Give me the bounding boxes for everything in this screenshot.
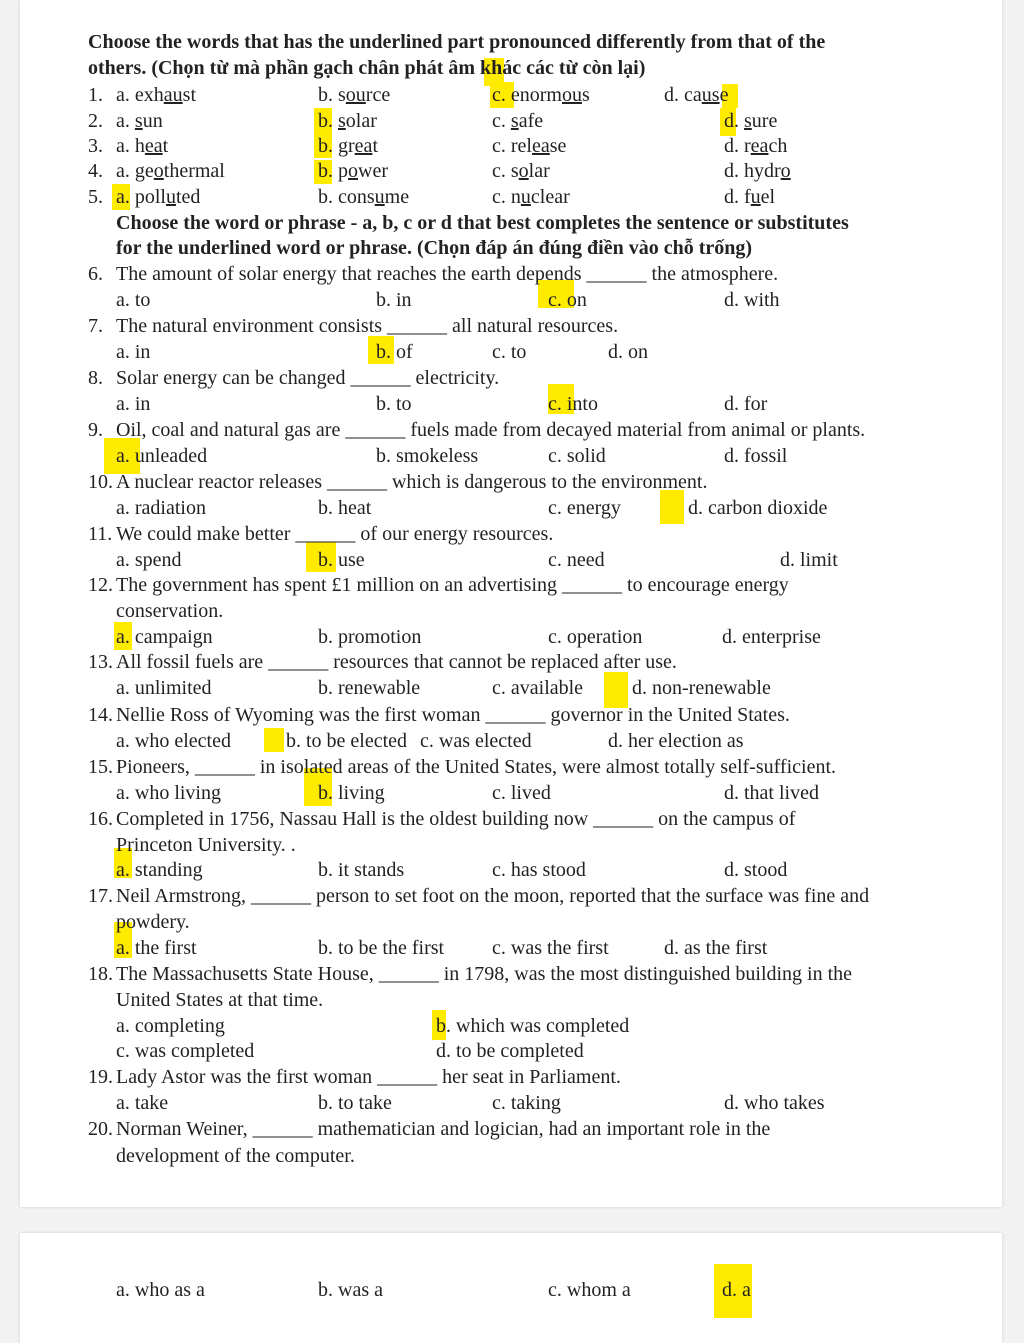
word-part: ch	[768, 135, 788, 157]
option-b: b. to be elected	[286, 730, 408, 752]
option-c: c. has stood	[492, 859, 586, 881]
underlined-part: s	[744, 110, 752, 132]
option-b	[318, 109, 377, 133]
word-part: b. s	[318, 84, 346, 106]
option-a	[116, 134, 168, 158]
option-d	[724, 159, 791, 183]
question-text: Norman Weiner, ______ mathematician and logician, had an important role in the	[116, 1118, 771, 1140]
option-b: b. renewable	[318, 677, 421, 699]
word-part: a. exh	[116, 84, 164, 106]
word-part: olar	[345, 110, 377, 132]
option-a: a. in	[116, 393, 151, 415]
question-number: 17.	[88, 885, 113, 907]
option-c: c. available	[492, 677, 584, 699]
option-c	[492, 185, 570, 209]
section-1-heading: Choose the words that has the underlined part pronounced differently from that of the	[88, 31, 826, 53]
word-part: c. s	[492, 160, 519, 182]
option-c: c. whom a	[548, 1279, 631, 1301]
question-text: The natural environment consists ______ all natural resources.	[116, 315, 619, 337]
option-b: b. of	[376, 341, 413, 363]
option-c: c. need	[548, 549, 605, 571]
question-text: Neil Armstrong, ______ person to set foot on the moon, reported that the surface was fine and	[116, 885, 870, 907]
option-c: c. to	[492, 341, 527, 363]
underlined-part: ou	[345, 84, 366, 106]
word-part: afe	[518, 110, 544, 132]
word-part: t	[372, 135, 378, 157]
word-part: se	[549, 135, 567, 157]
question-number: 15.	[88, 756, 113, 778]
section-2-heading: for the underlined word or phrase. (Chọn đáp án đúng điền vào chỗ trống)	[116, 237, 753, 259]
question-text: The Massachusetts State House, ______ in 1798, was the most distinguished building in the	[116, 963, 853, 985]
underlined-part: u	[166, 186, 176, 208]
question-text: We could make better ______ of our energy resources.	[116, 523, 554, 545]
section-1-heading: others. (Chọn từ mà phần gạch chân phát âm khác các từ còn lại)	[88, 57, 646, 79]
question-number: 10.	[88, 471, 113, 493]
option-a	[116, 109, 163, 133]
option-b: b. heat	[318, 497, 372, 519]
word-part: e	[719, 84, 729, 106]
word-part: ure	[751, 110, 778, 132]
option-b: b. it stands	[318, 859, 405, 881]
option-d: d. carbon dioxide	[688, 497, 828, 519]
option-c: c. operation	[548, 626, 643, 648]
option-c	[492, 83, 590, 107]
option-d: d. that lived	[724, 782, 819, 804]
option-d	[724, 185, 775, 209]
underlined-part: ea	[354, 135, 373, 157]
underlined-part: s	[338, 110, 346, 132]
word-part: b.	[318, 110, 338, 132]
underlined-part: u	[374, 186, 385, 208]
question-number: 19.	[88, 1066, 113, 1088]
question-text-continued: conservation.	[116, 600, 224, 622]
option-c: c. solid	[548, 445, 606, 467]
option-c	[492, 159, 550, 183]
word-part: a. ge	[116, 160, 154, 182]
option-b: b. to be the first	[318, 937, 445, 959]
question-text: Solar energy can be changed ______ electricity.	[116, 367, 500, 389]
option-a: a. who elected	[116, 730, 231, 752]
word-part: d. r	[724, 135, 751, 157]
word-part: c. n	[492, 186, 521, 208]
option-a: a. spend	[116, 549, 182, 571]
word-part: t	[162, 135, 169, 157]
option-b: b. living	[318, 782, 385, 804]
option-b: b. smokeless	[376, 445, 479, 467]
option-a: a. the first	[116, 937, 197, 959]
question-text: The government has spent £1 million on an advertising ______ to encourage energy	[116, 574, 789, 596]
option-d	[724, 134, 787, 158]
question-text-continued: powdery.	[116, 911, 190, 933]
option-b: b. which was completed	[436, 1015, 630, 1037]
word-part: me	[384, 186, 410, 208]
option-c: c. lived	[492, 782, 551, 804]
word-part: thermal	[163, 160, 225, 182]
word-part: c.	[492, 110, 511, 132]
question-number: 20.	[88, 1118, 113, 1140]
underlined-part: o	[348, 160, 358, 182]
option-d: d. on	[608, 341, 648, 363]
word-part: lar	[528, 160, 550, 182]
option-b: b. to take	[318, 1092, 392, 1114]
question-number: 13.	[88, 651, 113, 673]
option-c: c. energy	[548, 497, 621, 519]
option-c: c. taking	[492, 1092, 561, 1114]
word-part: wer	[358, 160, 388, 182]
option-a: c. was completed	[116, 1040, 255, 1062]
question-number: 11.	[88, 523, 113, 545]
option-c: c. was elected	[420, 730, 532, 752]
option-d: d. stood	[724, 859, 788, 881]
word-part: s	[581, 84, 590, 106]
document-page-1	[20, 0, 1002, 1207]
option-b	[318, 83, 390, 107]
option-b: b. in	[376, 289, 412, 311]
option-d: d. who takes	[724, 1092, 825, 1114]
underlined-part: u	[520, 186, 531, 208]
option-a: a. take	[116, 1092, 169, 1114]
option-a: a. unleaded	[116, 445, 208, 467]
question-number: 8.	[88, 367, 103, 389]
question-number: 4.	[88, 160, 103, 182]
question-number: 2.	[88, 110, 103, 132]
option-b: b. promotion	[318, 626, 422, 648]
underlined-part: u	[750, 186, 761, 208]
option-b: b. use	[318, 549, 365, 571]
word-part: un	[142, 110, 163, 132]
option-a: a. to	[116, 289, 151, 311]
question-text: The amount of solar energy that reaches the earth depends ______ the atmosphere.	[116, 263, 779, 285]
question-text-continued: development of the computer.	[116, 1145, 355, 1167]
option-d	[664, 83, 728, 107]
underlined-part: o	[518, 160, 529, 182]
option-b	[318, 185, 409, 209]
option-b: d. to be completed	[436, 1040, 584, 1062]
underlined-part: ea	[144, 135, 163, 157]
question-number: 9.	[88, 419, 103, 441]
option-c: c. was the first	[492, 937, 609, 959]
question-number: 5.	[88, 186, 103, 208]
option-a: a. unlimited	[116, 677, 212, 699]
underlined-part: ou	[561, 84, 582, 106]
question-text: Lady Astor was the first woman ______ her seat in Parliament.	[116, 1066, 621, 1088]
underlined-part: o	[153, 160, 164, 182]
option-d: d. non-renewable	[632, 677, 771, 699]
option-a: a. campaign	[116, 626, 213, 648]
option-a: a. completing	[116, 1015, 225, 1037]
option-a: a. who as a	[116, 1279, 205, 1301]
section-2-heading: Choose the word or phrase - a, b, c or d that best completes the sentence or substitutes	[116, 212, 849, 234]
word-part: ted	[176, 186, 201, 208]
answer-highlight	[660, 490, 684, 524]
option-c: c. on	[548, 289, 587, 311]
word-part: rce	[365, 84, 391, 106]
option-b	[318, 134, 378, 158]
word-part: el	[760, 186, 776, 208]
option-b	[318, 159, 388, 183]
option-b: b. was a	[318, 1279, 383, 1301]
word-part: b. p	[318, 160, 348, 182]
word-part: st	[182, 84, 196, 106]
question-text: All fossil fuels are ______ resources that cannot be replaced after use.	[116, 651, 677, 673]
question-text: Oil, coal and natural gas are ______ fuels made from decayed material from animal or plants.	[116, 419, 866, 441]
word-part: clear	[530, 186, 570, 208]
option-d: d. fossil	[724, 445, 788, 467]
option-d: d. as the first	[664, 937, 768, 959]
underlined-part: ea	[750, 135, 769, 157]
word-part: a. poll	[116, 186, 166, 208]
word-part: c. enorm	[492, 84, 562, 106]
word-part: d. ca	[664, 84, 702, 106]
option-a: a. radiation	[116, 497, 206, 519]
option-d: d. her election as	[608, 730, 744, 752]
option-a	[116, 185, 200, 209]
option-a: a. in	[116, 341, 151, 363]
underlined-part: us	[701, 84, 720, 106]
underlined-part: ea	[531, 135, 550, 157]
word-part: c. rel	[492, 135, 532, 157]
question-text-continued: United States at that time.	[116, 989, 324, 1011]
option-c	[492, 109, 543, 133]
option-c	[492, 134, 566, 158]
word-part: b. cons	[318, 186, 375, 208]
underlined-part: s	[134, 110, 143, 132]
option-c: c. into	[548, 393, 598, 415]
option-d: d. limit	[780, 549, 838, 571]
word-part: d. hydr	[724, 160, 781, 182]
question-number: 1.	[88, 84, 103, 106]
option-a: a. who living	[116, 782, 221, 804]
question-number: 12.	[88, 574, 113, 596]
underlined-part: s	[510, 110, 519, 132]
option-d: d. for	[724, 393, 768, 415]
question-number: 3.	[88, 135, 103, 157]
underlined-part: au	[163, 84, 183, 106]
word-part: a.	[116, 110, 135, 132]
question-number: 6.	[88, 263, 103, 285]
question-number: 16.	[88, 808, 113, 830]
question-text: Nellie Ross of Wyoming was the first woman ______ governor in the United States.	[116, 704, 790, 726]
question-number: 14.	[88, 704, 113, 726]
question-number: 18.	[88, 963, 113, 985]
option-a	[116, 83, 196, 107]
question-text: Completed in 1756, Nassau Hall is the oldest building now ______ on the campus of	[116, 808, 796, 830]
word-part: d. f	[724, 186, 751, 208]
underlined-part: o	[780, 160, 791, 182]
word-part: b. gr	[318, 135, 355, 157]
question-text-continued: Princeton University. .	[116, 834, 296, 856]
option-a	[116, 159, 225, 183]
question-number: 7.	[88, 315, 103, 337]
option-d	[724, 109, 777, 133]
document-page-2	[20, 1233, 1002, 1343]
word-part: a. h	[116, 135, 145, 157]
option-a: a. standing	[116, 859, 203, 881]
option-d: d. a	[722, 1279, 751, 1301]
question-text: Pioneers, ______ in isolated areas of the United States, were almost totally self-sufficient.	[116, 756, 837, 778]
option-d: d. with	[724, 289, 780, 311]
option-d: d. enterprise	[722, 626, 821, 648]
option-b: b. to	[376, 393, 412, 415]
word-part: d.	[724, 110, 744, 132]
question-text: A nuclear reactor releases ______ which is dangerous to the environment.	[116, 471, 708, 493]
answer-highlight	[264, 728, 284, 752]
